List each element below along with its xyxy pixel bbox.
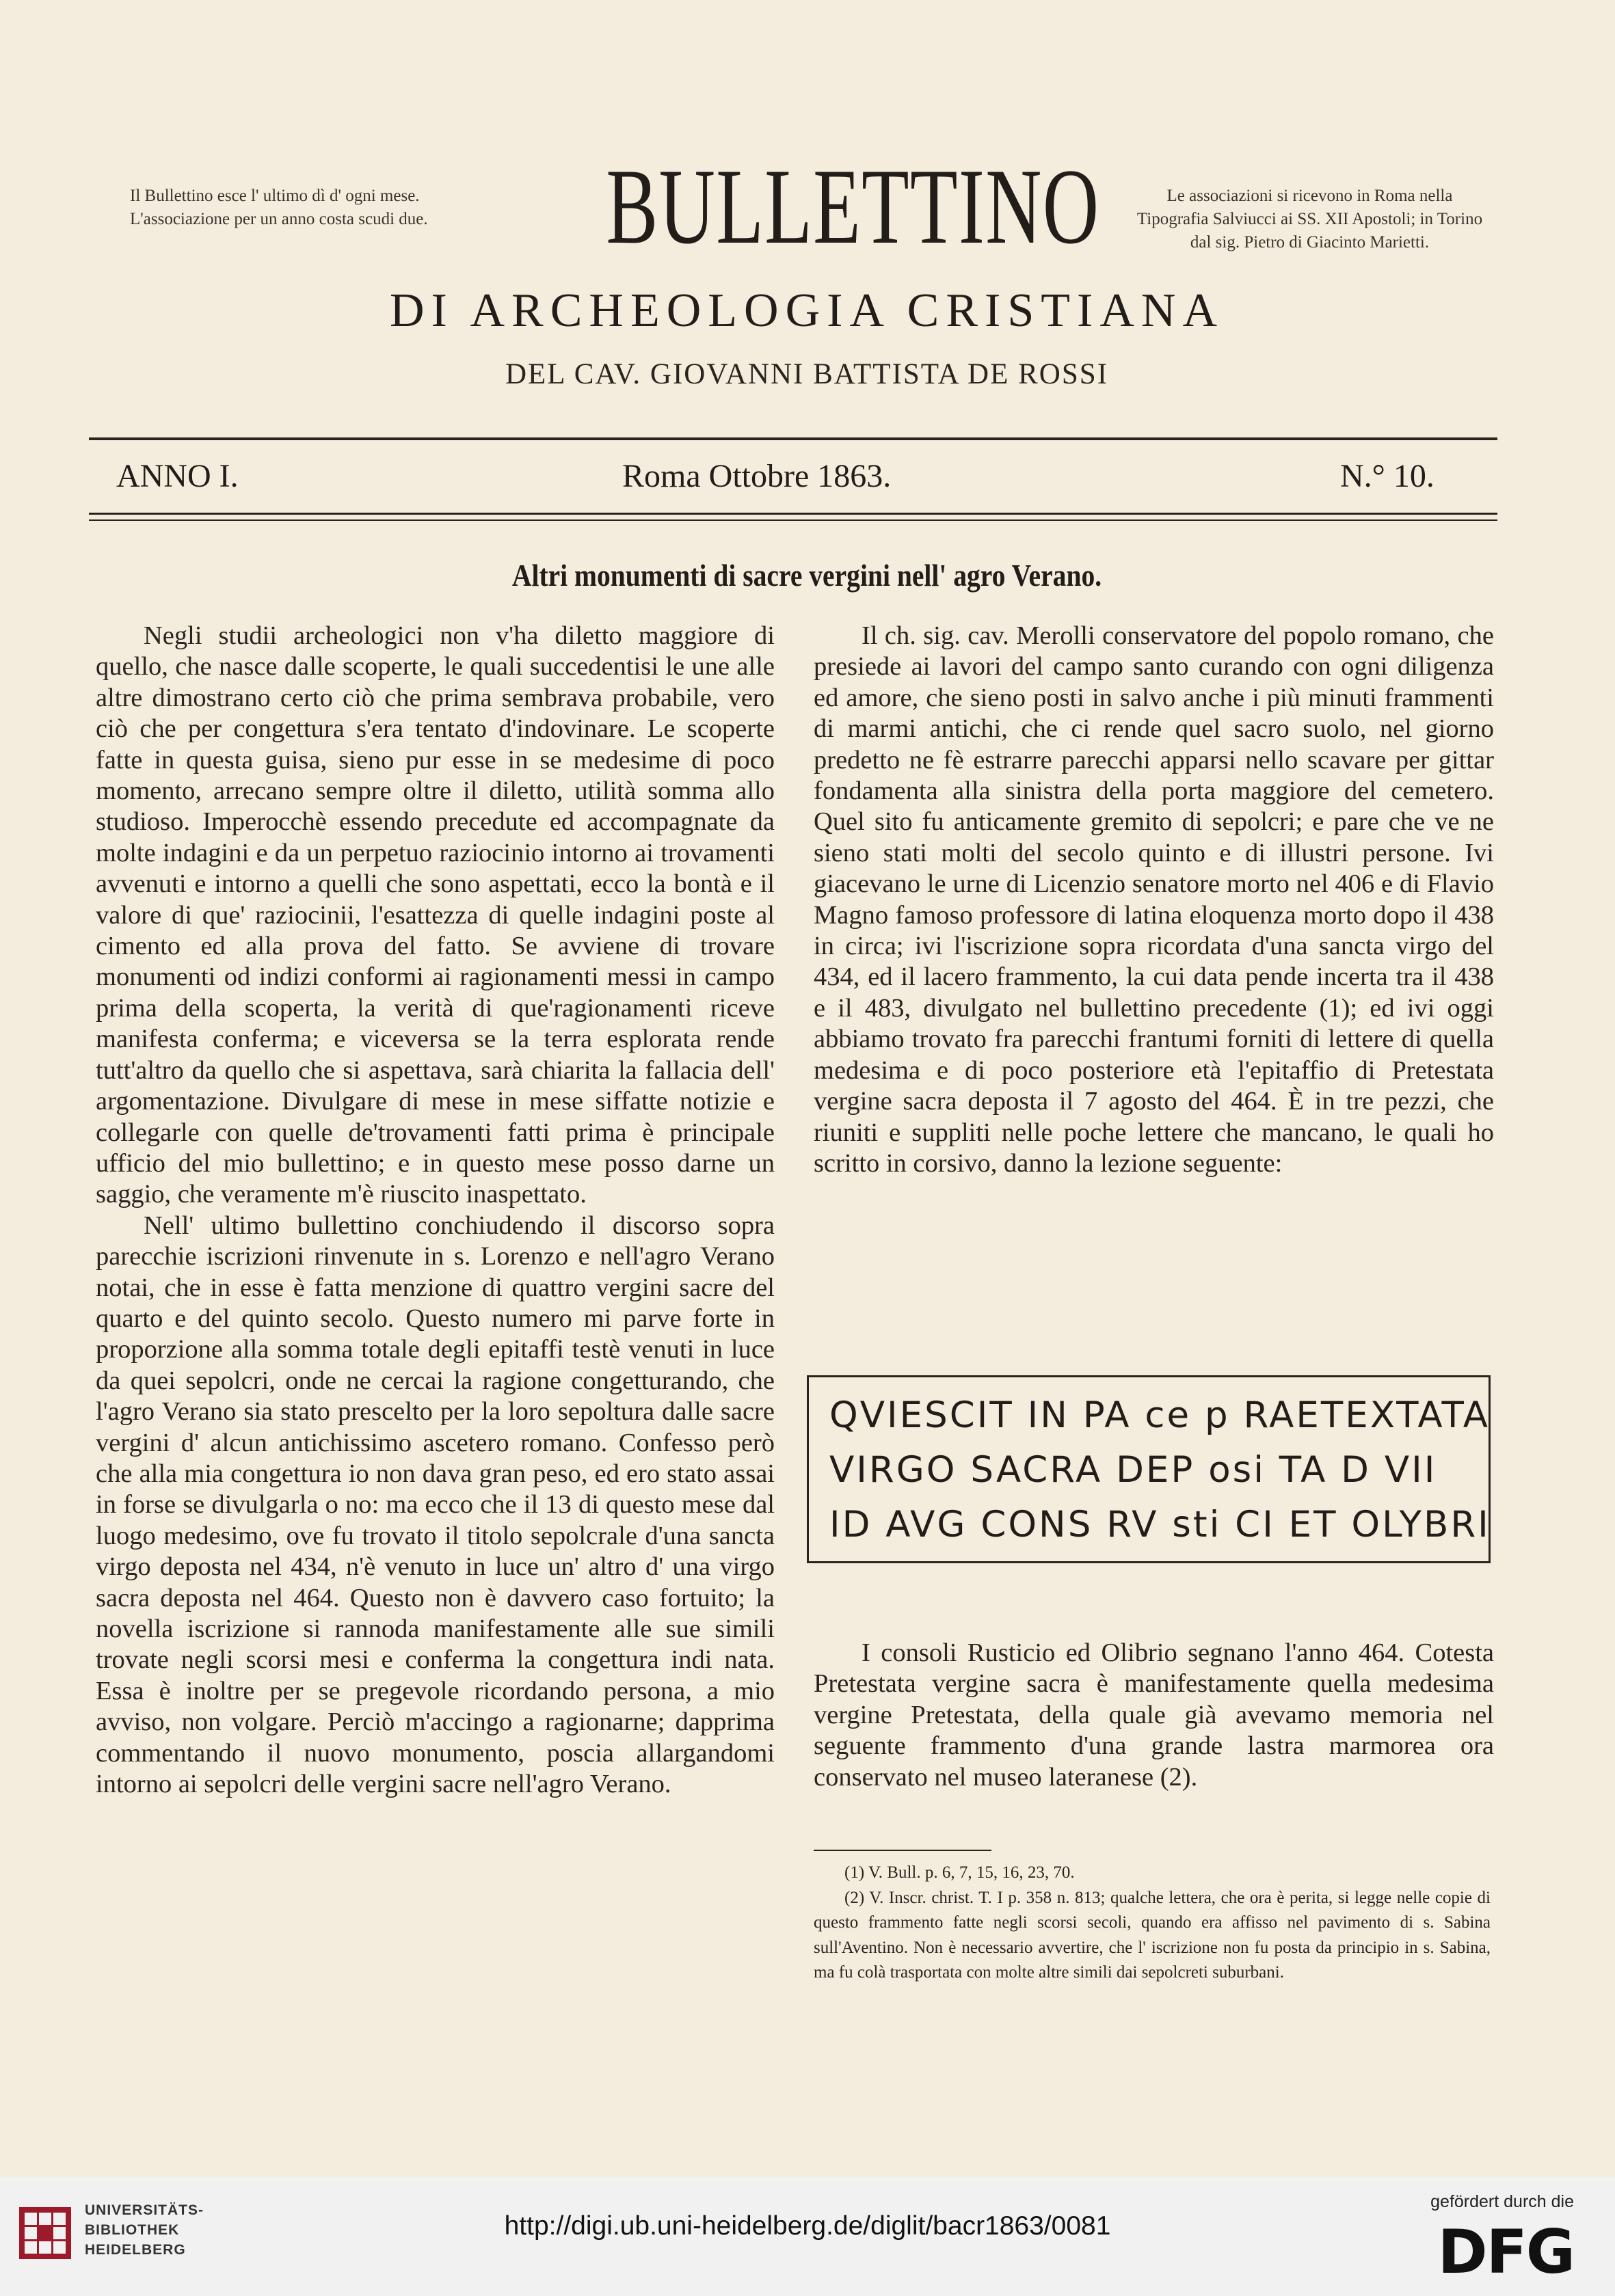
paragraph: Il ch. sig. cav. Merolli conservatore del popolo romano, che presiede ai lavori del campo santo curando con ogni diligenza ed amore, che sieno posti in salvo anche i più minuti frammenti di marmi antichi, che ci rende quel sacro suolo, nel giorno predetto ne fè estrarre parecchi apparsi nello scavare per gittar fondamenta alla sinistra della porta maggiore del cemetero. Quel sito fu anticamente gremito di sepolcri; e pare che ve ne sieno stati molti del secolo quinto e di illustri persone. Ivi giacevano le urne di Licenzio senatore morto nel 406 e di Flavio Magno famoso professore di latina eloquenza morto dopo il 438 in circa; ivi l'iscrizione sopra ricordata d'una sancta virgo del 434, ed il lacero frammento, la cui data pende incerta tra il 438 e il 483, divulgato nel bullettino precedente (1); ed ivi oggi abbiamo trovato fra parecchi frantumi forniti di lettere di quella medesima e di poco posteriore età l'epitaffio di Pretestata vergine sacra deposta il 7 agosto del 464. È in tre pezzi, che riuniti e suppliti nelle poche lettere che mancano, le quali ho scritto in corsivo, danno la lezione seguente: <box>814 621 1494 1178</box>
footnote: (2) V. Inscr. christ. T. I p. 358 n. 813; qualche lettera, che ora è perita, si legge nelle copie di questo frammento fatte negli scorsi secoli, quando era affisso nel pavimento di s. Sabina sull'Aventino. Non è necessario avvertire, che l' iscrizione non fu posta da principio in s. Sabina, ma fu colà trasportata con molte altre simili dai sepolcreti suburbani. <box>814 1888 1491 1982</box>
masthead-title: BULLETTINO <box>606 147 1100 267</box>
issue-number: N.° 10. <box>1340 458 1434 494</box>
note-line: dal sig. Pietro di Giacinto Marietti. <box>1190 233 1430 252</box>
note-line: Tipografia Salviucci ai SS. XII Apostoli; in Torino <box>1136 210 1483 228</box>
inscription-box <box>807 1375 1491 1563</box>
header-rule-top <box>89 437 1497 440</box>
subscription-note-right <box>1106 185 1513 254</box>
dfg-logo: DFG <box>1437 2217 1574 2287</box>
masthead-author: DEL CAV. GIOVANNI BATTISTA DE ROSSI <box>505 358 1109 390</box>
inscription-line: VIRGO SACRA DEP osi TA D VII <box>829 1449 1437 1491</box>
viewer-footer-bar <box>0 2177 1615 2296</box>
permalink-url[interactable]: http://digi.ub.uni-heidelberg.de/diglit/bacr1863/0081 <box>504 2211 1111 2241</box>
footnote-rule <box>814 1850 991 1851</box>
note-line: L'associazione per un anno costa scudi due. <box>130 210 428 228</box>
note-line: Le associazioni si ricevono in Roma nella <box>1166 187 1453 205</box>
library-name-line: HEIDELBERG <box>85 2242 186 2258</box>
library-name-line: BIBLIOTHEK <box>85 2222 180 2238</box>
inscription-line: QVIESCIT IN PA ce p RAETEXTATA <box>829 1394 1491 1436</box>
right-column <box>814 621 1494 1179</box>
note-line: Il Bullettino esce l' ultimo dì d' ogni mese. <box>130 187 420 205</box>
issue-date: Roma Ottobre 1863. <box>622 458 892 494</box>
footnotes <box>814 1861 1491 1986</box>
left-column <box>96 621 775 1800</box>
footnote: (1) V. Bull. p. 6, 7, 15, 16, 23, 70. <box>844 1863 1075 1882</box>
header-rule-bottom-thin <box>89 519 1497 521</box>
funding-label: gefördert durch die <box>1430 2192 1574 2211</box>
library-name-line: UNIVERSITÄTS- <box>85 2202 204 2218</box>
paragraph: I consoli Rusticio ed Olibrio segnano l'anno 464. Cotesta Pretestata vergine sacra è manifestamente quella medesima vergine Pretestata, della quale già avevamo memoria nel seguente frammento d'una grande lastra marmorea ora conservato nel museo lateranese (2). <box>814 1638 1494 1792</box>
paragraph: Nell' ultimo bullettino conchiudendo il discorso sopra parecchie iscrizioni rinvenute in s. Lorenzo e nell'agro Verano notai, che in esse è fatta menzione di quattro vergini sacre del quarto e del quinto secolo. Questo numero mi parve forte in proporzione alla somma totale degli epitaffi testè venuti in luce da quei sepolcri, onde ne cercai la ragione congetturando, che l'agro Verano sia stato prescelto per la loro sepoltura dalle sacre vergini d' alcun antichissimo ascetero romano. Confesso però che alla mia congettura io non dava gran peso, ed ero stato assai in forse se divulgarla o no: ma ecco che il 13 di questo mese dal luogo medesimo, ove fu trovato il titolo sepolcrale d'una sancta virgo deposta nel 434, n'è venuto in luce un' altro d' una virgo sacra deposta nel 464. Questo non è davvero caso fortuito; la novella iscrizione si rannoda manifestamente alle sue simili trovate negli scorsi mesi e conferma la congettura indi nata. Essa è inoltre per se pregevole ricordando persona, a mio avviso, non volgare. Perciò m'accingo a ragionarne; dapprima commentando il nuovo monumento, poscia allargandomi intorno ai sepolcri delle vergini sacre nell'agro Verano. <box>96 1211 775 1799</box>
right-column-continued <box>814 1638 1494 1793</box>
inscription-line: ID AVG CONS RV sti CI ET OLYBRI <box>829 1504 1491 1545</box>
issue-year: ANNO I. <box>116 458 239 494</box>
header-rule-bottom <box>89 513 1497 515</box>
paragraph: Negli studii archeologici non v'ha diletto maggiore di quello, che nasce dalle scoperte, le quali succedentisi le une alle altre dimostrano certo ciò che prima sembrava probabile, vero ciò che per congettura s'era tentato d'indovinare. Le scoperte fatte in questa guisa, sieno pur esse in se medesime di poco momento, arrecano sempre oltre il diletto, utilità somma allo studioso. Imperocchè essendo precedute ed accompagnate da molte indagini e da un perpetuo raziocinio intorno ai trovamenti avvenuti e intorno a quelli che sono aspettati, ecco la bontà e il valore di que' raziocinii, l'esattezza di quelle indagini poste al cimento ed alla prova del fatto. Se avviene di trovare monumenti od indizi conformi ai ragionamenti messi in campo prima della scoperta, la verità di que'ragionamenti riceve manifesta conferma; e viceversa se la terra esplorata rende tutt'altro da quello che si aspettava, sarà chiarita la fallacia dell' argomentazione. Divulgare di mese in mese siffatte notizie e collegarle con quelle de'trovamenti fatti prima è principale ufficio del mio bullettino; e in questo mese posso darne un saggio, che veramente m'è riuscito inaspettato. <box>96 621 775 1209</box>
subscription-note-left <box>130 185 513 231</box>
masthead-subtitle: DI ARCHEOLOGIA CRISTIANA <box>390 284 1224 337</box>
article-title: Altri monumenti di sacre vergini nell' agro Verano. <box>511 558 1102 593</box>
